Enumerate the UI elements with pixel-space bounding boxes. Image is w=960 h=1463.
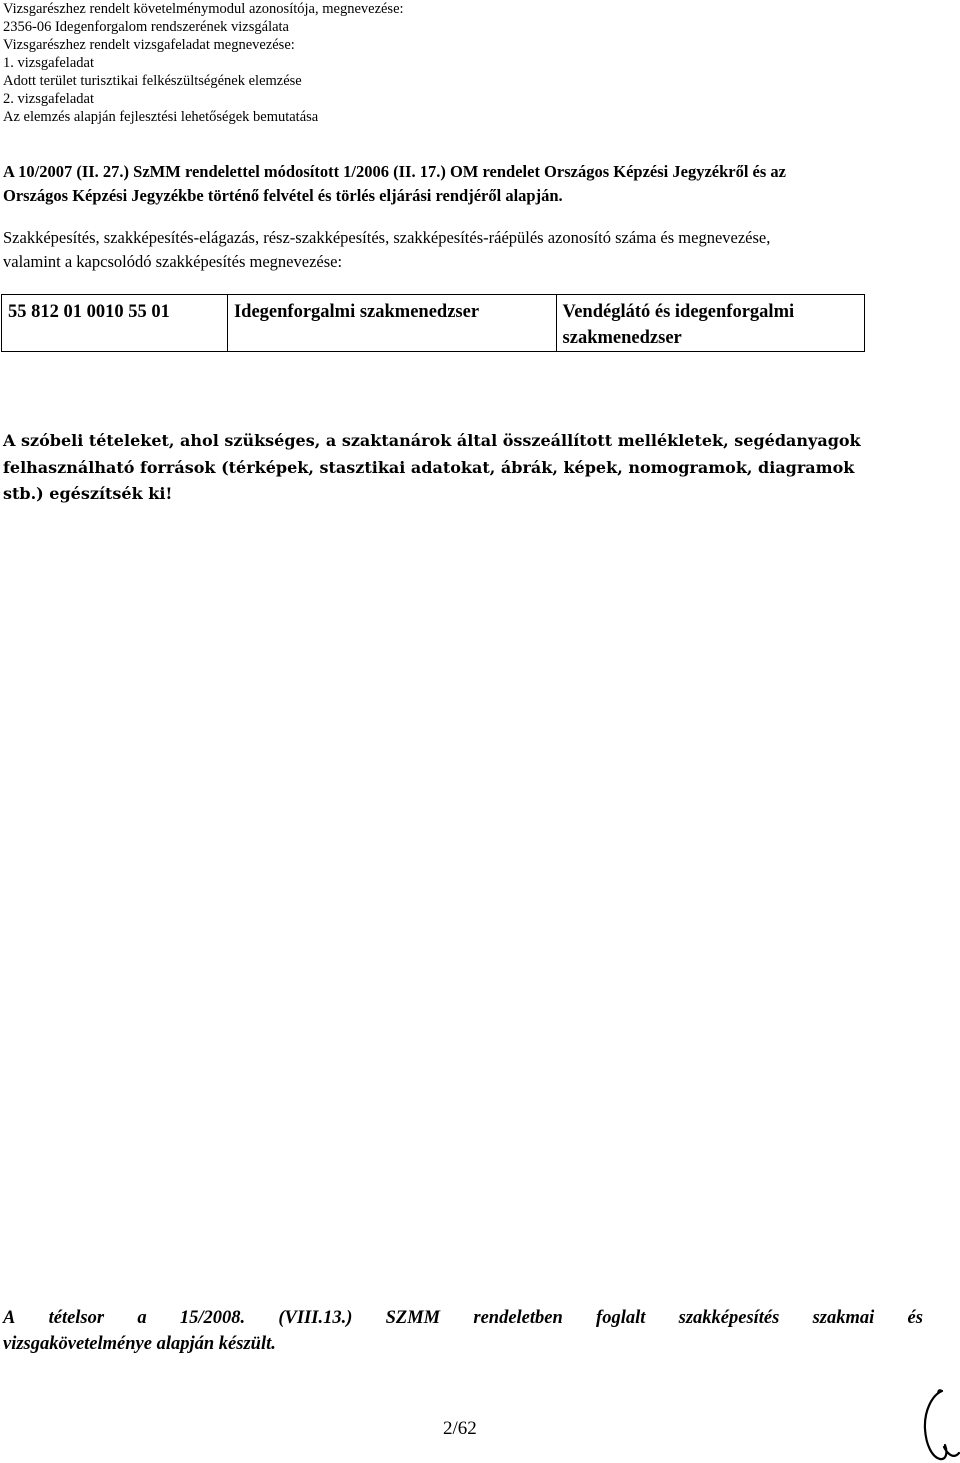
page-number: 2/62 xyxy=(443,1418,477,1439)
footer-note xyxy=(3,1305,923,1357)
qualification-name: Idegenforgalmi szakmenedzser xyxy=(227,295,556,352)
footer-word: rendeletben xyxy=(473,1308,563,1328)
header-line: 1. vizsgafeladat xyxy=(3,55,94,71)
header-line: Vizsgarészhez rendelt vizsgafeladat megnevezése: xyxy=(3,37,295,53)
footer-word: szakmai xyxy=(812,1308,875,1328)
footer-note-line-1 xyxy=(3,1305,923,1331)
header-line: 2. vizsgafeladat xyxy=(3,91,94,107)
header-line: Az elemzés alapján fejlesztési lehetőségek bemutatása xyxy=(3,109,319,125)
footer-word: foglalt xyxy=(596,1308,646,1328)
decree-line: A 10/2007 (II. 27.) SzMM rendelettel módosított 1/2006 (II. 17.) OM rendelet Országos Képzési Jegyzékről és az xyxy=(3,162,786,181)
related-qualification: Vendéglátó és idegenforgalmi szakmenedzser xyxy=(556,295,864,352)
header-line: Adott terület turisztikai felkészültségének elemzése xyxy=(3,73,302,89)
decree-reference xyxy=(3,160,903,208)
signature-mark xyxy=(918,1385,960,1463)
table-row xyxy=(2,295,865,352)
header-line: Vizsgarészhez rendelt követelménymodul azonosítója, megnevezése: xyxy=(3,1,404,17)
instruction-line: A szóbeli tételeket, ahol szükséges, a szaktanárok által összeállított mellékletek, segédanyagok xyxy=(3,431,861,450)
footer-note-line-2: vizsgakövetelménye alapján készült. xyxy=(3,1334,276,1354)
instruction-line: felhasználható források (térképek, stasztikai adatokat, ábrák, képek, nomogramok, diagramok xyxy=(3,457,855,477)
footer-word: SZMM xyxy=(385,1308,441,1328)
footer-word: szakképesítés xyxy=(678,1308,780,1328)
qualification-intro-line: Szakképesítés, szakképesítés-elágazás, rész-szakképesítés, szakképesítés-ráépülés azonosító száma és megnevezése, xyxy=(3,228,771,247)
qualification-intro xyxy=(3,226,923,274)
footer-word: tételsor xyxy=(48,1308,105,1328)
footer-word: (VIII.13.) xyxy=(278,1308,353,1328)
footer-word: 15/2008. xyxy=(179,1308,246,1328)
instruction-text xyxy=(3,428,933,508)
footer-word: és xyxy=(907,1308,923,1328)
header-line: 2356-06 Idegenforgalom rendszerének vizsgálata xyxy=(3,19,289,35)
qualification-table xyxy=(1,294,865,352)
instruction-line: stb.) egészítsék ki! xyxy=(3,484,173,503)
decree-line: Országos Képzési Jegyzékbe történő felvétel és törlés eljárási rendjéről alapján. xyxy=(3,186,563,205)
qualification-intro-line: valamint a kapcsolódó szakképesítés megnevezése: xyxy=(3,252,343,271)
footer-word: a xyxy=(137,1308,147,1328)
qualification-code: 55 812 01 0010 55 01 xyxy=(2,295,228,352)
header-block xyxy=(3,0,903,126)
footer-word: A xyxy=(3,1308,16,1328)
